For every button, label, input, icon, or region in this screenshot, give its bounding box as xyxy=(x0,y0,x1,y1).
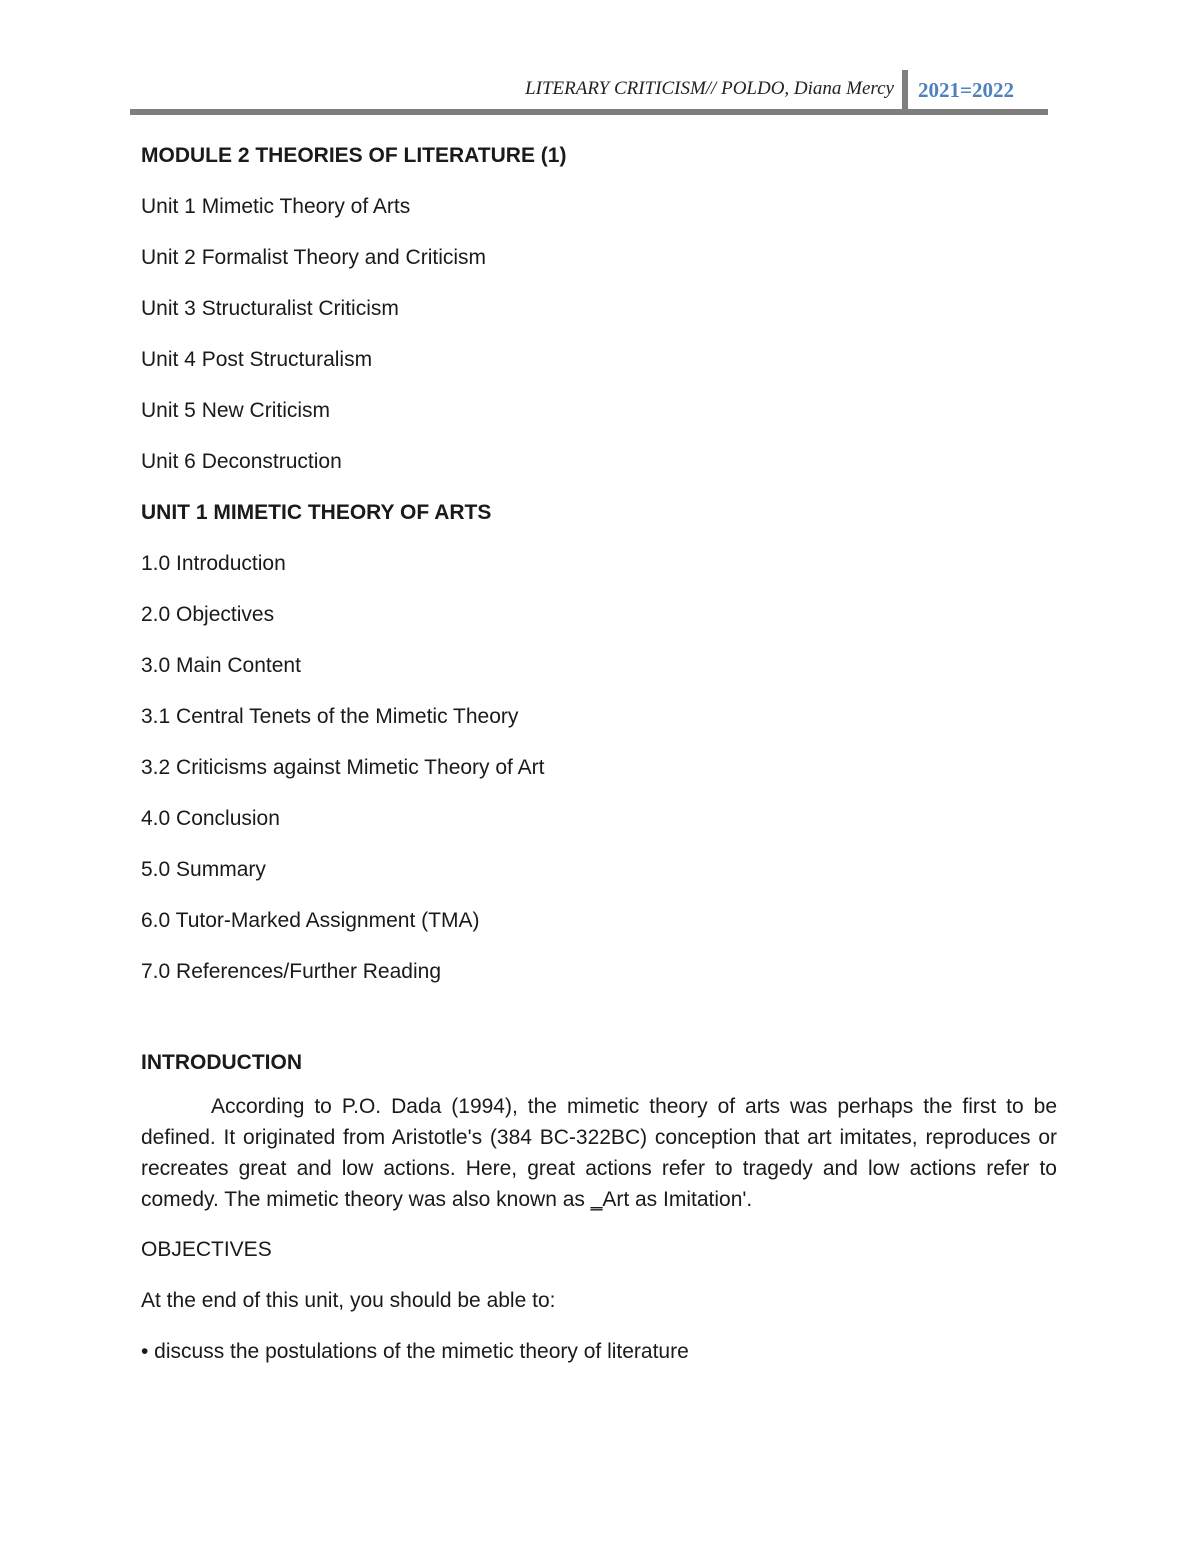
document-body xyxy=(141,141,1057,1388)
unit-list-item: Unit 5 New Criticism xyxy=(141,399,331,422)
objective-bullet: • discuss the postulations of the mimetic theory of literature xyxy=(141,1340,689,1363)
unit-list-item: Unit 2 Formalist Theory and Criticism xyxy=(141,246,487,269)
contents-item: 2.0 Objectives xyxy=(141,603,275,626)
header-year: 2021=2022 xyxy=(918,78,1014,102)
introduction-paragraph: According to P.O. Dada (1994), the mimetic theory of arts was perhaps the first to be defined. It originated from Aristotle's (384 BC-322BC) conception that art imitates, reproduces or recreates great and low actions. Here, great actions refer to tragedy and low actions refer to comedy. The mimetic theory was also known as ‗Art as Imitation'. xyxy=(141,1095,1057,1211)
section-spacer xyxy=(141,1008,1057,1048)
contents-item: 3.2 Criticisms against Mimetic Theory of Art xyxy=(141,756,545,779)
unit-list-item: Unit 1 Mimetic Theory of Arts xyxy=(141,195,411,218)
contents-item: 3.1 Central Tenets of the Mimetic Theory xyxy=(141,705,519,728)
contents-item: 5.0 Summary xyxy=(141,858,266,881)
header-rule xyxy=(130,109,1048,115)
objectives-heading: OBJECTIVES xyxy=(141,1238,272,1261)
contents-item: 7.0 References/Further Reading xyxy=(141,960,441,983)
contents-item: 3.0 Main Content xyxy=(141,654,301,677)
contents-item: 6.0 Tutor-Marked Assignment (TMA) xyxy=(141,909,480,932)
unit1-heading: UNIT 1 MIMETIC THEORY OF ARTS xyxy=(141,501,492,524)
unit-list-item: Unit 3 Structuralist Criticism xyxy=(141,297,399,320)
header-title: LITERARY CRITICISM// POLDO, Diana Mercy xyxy=(525,78,894,99)
page-header xyxy=(0,0,1200,120)
unit-list-item: Unit 6 Deconstruction xyxy=(141,450,342,473)
contents-item: 1.0 Introduction xyxy=(141,552,286,575)
module-heading: MODULE 2 THEORIES OF LITERATURE (1) xyxy=(141,144,567,167)
introduction-heading: INTRODUCTION xyxy=(141,1051,302,1074)
objectives-lead: At the end of this unit, you should be able to: xyxy=(141,1289,556,1312)
unit-list-item: Unit 4 Post Structuralism xyxy=(141,348,373,371)
header-separator xyxy=(902,70,908,110)
contents-item: 4.0 Conclusion xyxy=(141,807,280,830)
